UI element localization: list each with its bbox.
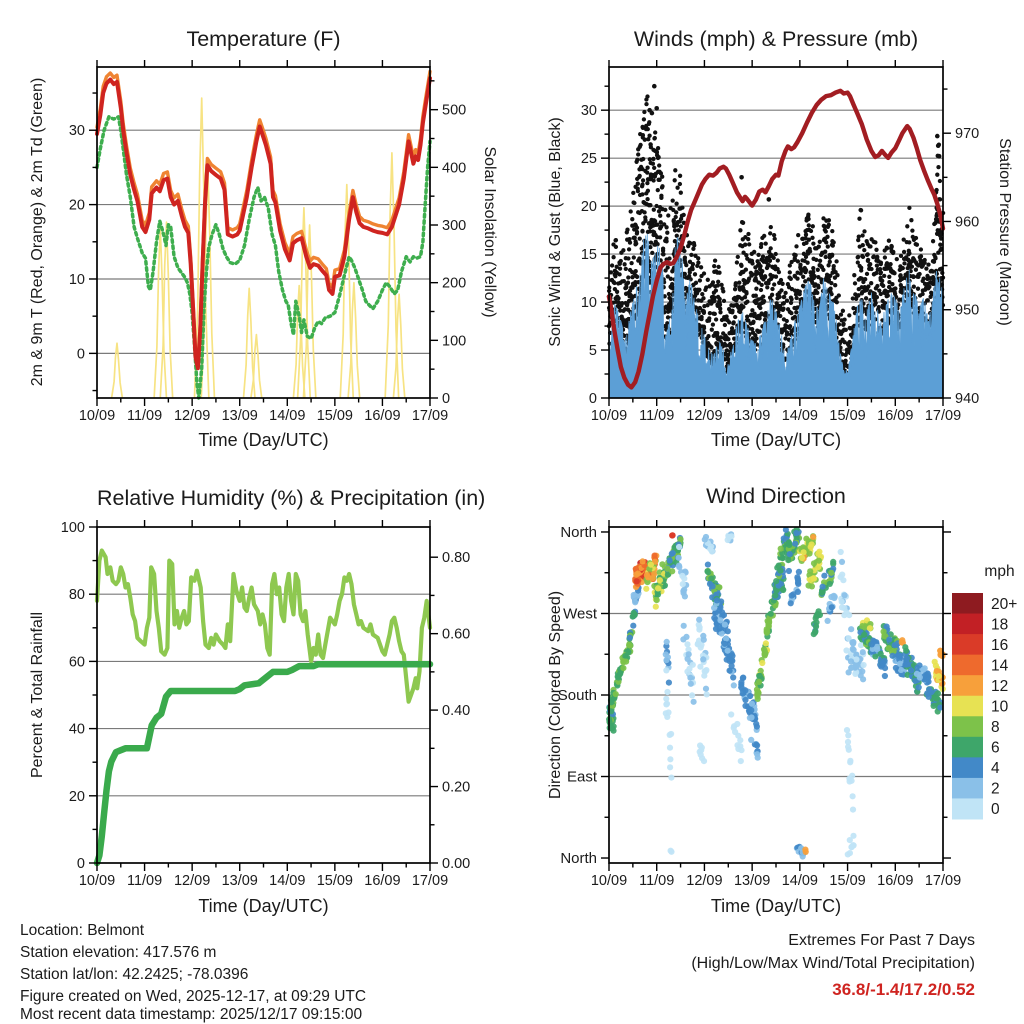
x-tick-label: 16/09: [877, 873, 914, 889]
y-right-tick-label: 0.60: [442, 626, 471, 643]
y-left-tick-label: 15: [580, 247, 597, 264]
panel-winds-title: Winds (mph) & Pressure (mb): [633, 27, 919, 51]
x-tick-label: 11/09: [126, 873, 163, 889]
colorbar-label: 8: [991, 719, 1000, 737]
temp-9m-series: [97, 72, 430, 362]
colorbar-block: [952, 757, 983, 778]
temperature-right-axis-label: Solar Insolation (Yellow): [481, 146, 498, 318]
colorbar-block: [952, 634, 983, 655]
colorbar-label: 4: [991, 760, 1000, 778]
panel-humidity-title: Relative Humidity (%) & Precipitation (in): [97, 486, 486, 510]
footer-created: Figure created on Wed, 2025-12-17, at 09:29 UTC: [20, 988, 367, 1005]
y-left-tick-label: South: [557, 687, 597, 704]
y-left-tick-label: East: [566, 768, 597, 786]
speed-colorbar: [952, 593, 1017, 820]
colorbar-label: 6: [991, 739, 1000, 757]
y-left-tick-label: 0: [588, 391, 597, 407]
temperature-left-axis-label: 2m & 9m T (Red, Orange) & 2m Td (Green): [29, 77, 46, 387]
y-right-tick-label: 0.80: [442, 550, 471, 567]
x-tick-label: 12/09: [686, 873, 723, 889]
y-left-tick-label: North: [560, 850, 597, 868]
x-tick-label: 11/09: [639, 873, 675, 889]
axis-ticks: [89, 520, 438, 871]
solar-insolation-series: [112, 343, 122, 397]
y-right-tick-label: 300: [442, 218, 467, 235]
footer-elevation: Station elevation: 417.576 m: [20, 944, 217, 961]
colorbar-block: [952, 655, 983, 676]
x-tick-label: 15/09: [829, 873, 866, 889]
colorbar-title: mph: [984, 563, 1015, 580]
x-tick-label: 17/09: [924, 408, 962, 424]
colorbar-label: 16: [991, 636, 1009, 654]
colorbar-block: [952, 778, 983, 799]
x-tick-label: 14/09: [781, 408, 819, 424]
y-left-tick-label: 0: [76, 346, 85, 363]
x-tick-label: 11/09: [639, 408, 675, 424]
y-right-tick-label: 0.20: [442, 779, 471, 796]
y-left-tick-label: 10: [68, 271, 85, 288]
colorbar-block: [952, 675, 983, 696]
colorbar-label: 20+: [991, 595, 1018, 613]
humidity-left-axis-label: Percent & Total Rainfall: [29, 611, 46, 779]
winds-plot: [581, 60, 979, 424]
x-tick-label: 17/09: [924, 873, 962, 889]
colorbar-label: 10: [991, 698, 1009, 716]
wind-direction-left-axis-label: Direction (Colored By Speed): [547, 590, 564, 800]
extremes-heading: Extremes For Past 7 Days: [788, 932, 975, 949]
x-tick-label: 14/09: [269, 408, 306, 424]
colorbar-block: [952, 716, 983, 737]
y-right-tick-label: 0.40: [442, 703, 471, 720]
x-tick-label: 10/09: [590, 408, 628, 424]
humidity-plot: [61, 520, 470, 889]
x-tick-label: 14/09: [781, 873, 819, 889]
y-left-tick-label: 40: [68, 721, 85, 738]
y-left-tick-label: West: [563, 605, 597, 623]
winds-left-axis-label: Sonic Wind & Gust (Blue, Black): [547, 117, 564, 347]
colorbar-label: 12: [991, 677, 1009, 695]
plot-frame: [97, 527, 430, 863]
x-tick-label: 10/09: [78, 408, 116, 424]
x-tick-label: 15/09: [316, 873, 354, 889]
wind_direction-plot: [558, 520, 961, 889]
x-tick-label: 10/09: [78, 873, 116, 889]
x-tick-label: 16/09: [364, 408, 401, 424]
colorbar-block: [952, 593, 983, 614]
y-left-tick-label: 80: [68, 587, 85, 604]
extremes-subheading: (High/Low/Max Wind/Total Precipitation): [691, 955, 975, 972]
x-tick-label: 11/09: [126, 408, 163, 424]
y-right-tick-label: 400: [442, 160, 467, 177]
x-tick-label: 13/09: [221, 873, 258, 889]
y-left-tick-label: 30: [68, 123, 85, 140]
y-right-tick-label: 0: [442, 391, 451, 407]
y-right-tick-label: 940: [955, 391, 980, 407]
y-left-tick-label: North: [560, 523, 597, 541]
temp-2m-series: [97, 78, 430, 368]
y-right-tick-label: 100: [442, 333, 467, 350]
colorbar-label: 0: [991, 801, 1000, 819]
x-tick-label: 16/09: [877, 408, 914, 424]
dewpoint-series: [97, 117, 430, 398]
x-tick-label: 15/09: [316, 408, 354, 424]
x-tick-label: 17/09: [411, 408, 449, 424]
panel-temperature-title: Temperature (F): [186, 27, 341, 51]
y-left-tick-label: 20: [68, 788, 85, 805]
x-tick-label: 15/09: [829, 408, 866, 424]
colorbar-block: [952, 696, 983, 717]
temperature-x-axis-label: Time (Day/UTC): [198, 430, 329, 450]
y-left-tick-label: 5: [588, 343, 597, 360]
colorbar-label: 14: [991, 657, 1009, 675]
y-left-tick-label: 10: [580, 295, 597, 312]
y-left-tick-label: 20: [68, 197, 85, 214]
y-left-tick-label: 0: [76, 856, 85, 872]
colorbar-label: 18: [991, 616, 1009, 634]
y-right-tick-label: 950: [955, 302, 980, 319]
x-tick-label: 13/09: [733, 873, 771, 889]
y-right-tick-label: 200: [442, 275, 467, 292]
x-tick-label: 13/09: [221, 408, 258, 424]
winds-right-axis-label: Station Pressure (Maroon): [996, 138, 1013, 326]
y-left-tick-label: 25: [580, 151, 597, 168]
footer-timestamp: Most recent data timestamp: 2025/12/17 09:15:00: [20, 1006, 363, 1023]
humidity-x-axis-label: Time (Day/UTC): [198, 896, 329, 916]
y-right-tick-label: 960: [955, 214, 980, 231]
y-right-tick-label: 0.00: [442, 856, 471, 872]
footer-location: Location: Belmont: [20, 922, 145, 939]
x-tick-label: 13/09: [733, 408, 771, 424]
sonic-wind-series: [609, 234, 943, 398]
colorbar-block: [952, 737, 983, 758]
winds-x-axis-label: Time (Day/UTC): [710, 430, 842, 450]
x-tick-label: 12/09: [173, 873, 211, 889]
wind-direction-x-axis-label: Time (Day/UTC): [710, 896, 842, 916]
x-tick-label: 17/09: [411, 873, 449, 889]
x-tick-label: 10/09: [590, 873, 628, 889]
panel-wind-direction-title: Wind Direction: [706, 484, 846, 508]
x-tick-label: 12/09: [173, 408, 211, 424]
x-tick-label: 16/09: [364, 873, 401, 889]
x-tick-label: 12/09: [686, 408, 723, 424]
colorbar-block: [952, 798, 983, 819]
wind-direction-scatter: [606, 527, 946, 860]
y-left-tick-label: 30: [580, 103, 597, 120]
y-right-tick-label: 970: [955, 126, 980, 143]
y-left-tick-label: 100: [60, 520, 85, 536]
colorbar-block: [952, 614, 983, 635]
extremes-values: 36.8/-1.4/17.2/0.52: [832, 980, 975, 999]
footer-latlon: Station lat/lon: 42.2425; -78.0396: [20, 966, 249, 983]
x-tick-label: 14/09: [269, 873, 306, 889]
rainfall-series: [97, 664, 430, 863]
y-right-tick-label: 500: [442, 102, 467, 119]
temperature-plot: [69, 60, 466, 424]
y-left-tick-label: 60: [68, 654, 85, 671]
y-left-tick-label: 20: [580, 199, 597, 216]
colorbar-label: 2: [991, 780, 1000, 798]
